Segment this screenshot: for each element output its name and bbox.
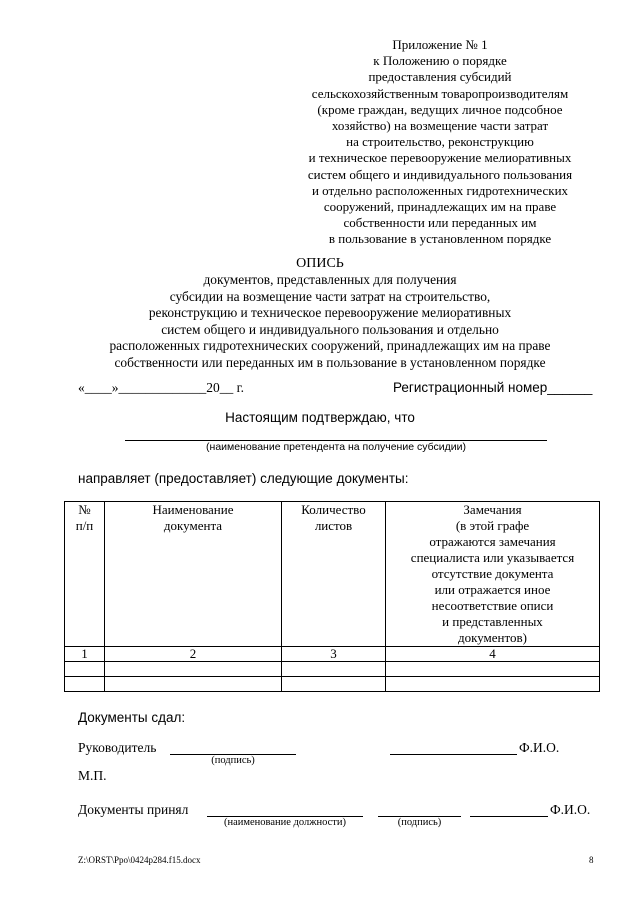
subtitle-line: систем общего и индивидуального пользования и отдельно	[161, 321, 499, 337]
appendix-line: и отдельно расположенных гидротехнических	[311, 182, 569, 198]
footer-file-path: Z:\ORST\Ppo\0424p284.f15.docx	[78, 855, 201, 865]
appendix-line: Приложение № 1	[392, 37, 488, 52]
table-cell[interactable]	[65, 677, 105, 692]
table-cell: 2	[105, 647, 282, 662]
subtitle-line: документов, представленных для получения	[203, 272, 457, 287]
table-cell[interactable]	[282, 662, 386, 677]
head-fio-field[interactable]	[390, 754, 517, 755]
subtitle-line: субсидии на возмещение части затрат на строительство,	[169, 288, 491, 304]
table-cell[interactable]	[386, 662, 600, 677]
appendix-line: систем общего и индивидуального пользования	[307, 166, 573, 182]
appendix-line: и техническое перевооружение мелиоративных	[308, 150, 572, 166]
column-header-document-name: Наименование документа	[105, 502, 282, 647]
appendix-line: в пользование в установленном порядке	[328, 231, 552, 247]
appendix-line: к Положению о порядке	[373, 53, 507, 69]
page-number: 8	[589, 855, 594, 865]
subtitle-line: собственности или переданных им в пользование в установленном порядке	[114, 354, 546, 370]
applicant-caption: (наименование претендента на получение субсидии)	[206, 441, 466, 453]
table-number-row	[65, 647, 600, 662]
appendix-line: предоставления субсидий	[368, 69, 512, 85]
column-header-sheet-count: Количество листов	[282, 502, 386, 647]
appendix-line: сооружений, принадлежащих им на праве	[323, 199, 557, 215]
document-subtitle	[60, 272, 600, 372]
table-cell[interactable]	[282, 677, 386, 692]
table-row	[65, 662, 600, 677]
fio-label: Ф.И.О.	[550, 802, 591, 817]
document-title: ОПИСЬ	[296, 256, 344, 271]
column-header-remarks: Замечания (в этой графе отражаются замечания специалиста или указывается отсутствие документа или отражается иное несоответствие описи и представленных документов)	[386, 502, 600, 647]
registration-number-field[interactable]: Регистрационный номер______	[393, 380, 593, 395]
table-cell: 1	[65, 647, 105, 662]
date-field[interactable]: «____»_____________20__ г.	[78, 380, 245, 395]
accepted-label: Документы принял	[78, 802, 189, 817]
table-cell[interactable]	[105, 662, 282, 677]
sends-documents-text: направляет (предоставляет) следующие документы:	[78, 471, 409, 486]
appendix-line: собственности или переданных им	[343, 215, 537, 231]
position-caption: (наименование должности)	[223, 817, 347, 828]
subtitle-line: реконструкцию и техническое перевооружение мелиоративных	[148, 305, 512, 321]
acceptor-fio-field[interactable]	[470, 816, 548, 817]
table-header-row	[65, 502, 600, 647]
table-cell[interactable]	[386, 677, 600, 692]
table-cell[interactable]	[65, 662, 105, 677]
head-label: Руководитель	[78, 740, 157, 755]
subtitle-line: расположенных гидротехнических сооружений, принадлежащих им на праве	[109, 338, 551, 354]
appendix-line: на строительство, реконструкцию	[346, 134, 534, 150]
documents-handed-label: Документы сдал:	[78, 710, 186, 725]
documents-table	[64, 501, 600, 692]
appendix-line: (кроме граждан, ведущих личное подсобное	[317, 101, 563, 117]
column-header-number: № п/п	[65, 502, 105, 647]
signature-caption: (подпись)	[397, 817, 442, 828]
appendix-line: хозяйство) на возмещение части затрат	[331, 118, 549, 134]
table-cell[interactable]	[105, 677, 282, 692]
table-cell: 3	[282, 647, 386, 662]
signature-caption: (подпись)	[211, 755, 255, 766]
table-cell: 4	[386, 647, 600, 662]
stamp-place-label: М.П.	[78, 768, 107, 783]
fio-label: Ф.И.О.	[519, 740, 560, 755]
appendix-header	[270, 37, 610, 248]
confirmation-text: Настоящим подтверждаю, что	[225, 410, 415, 425]
appendix-line: сельскохозяйственным товаропроизводителям	[311, 85, 569, 101]
table-row	[65, 677, 600, 692]
